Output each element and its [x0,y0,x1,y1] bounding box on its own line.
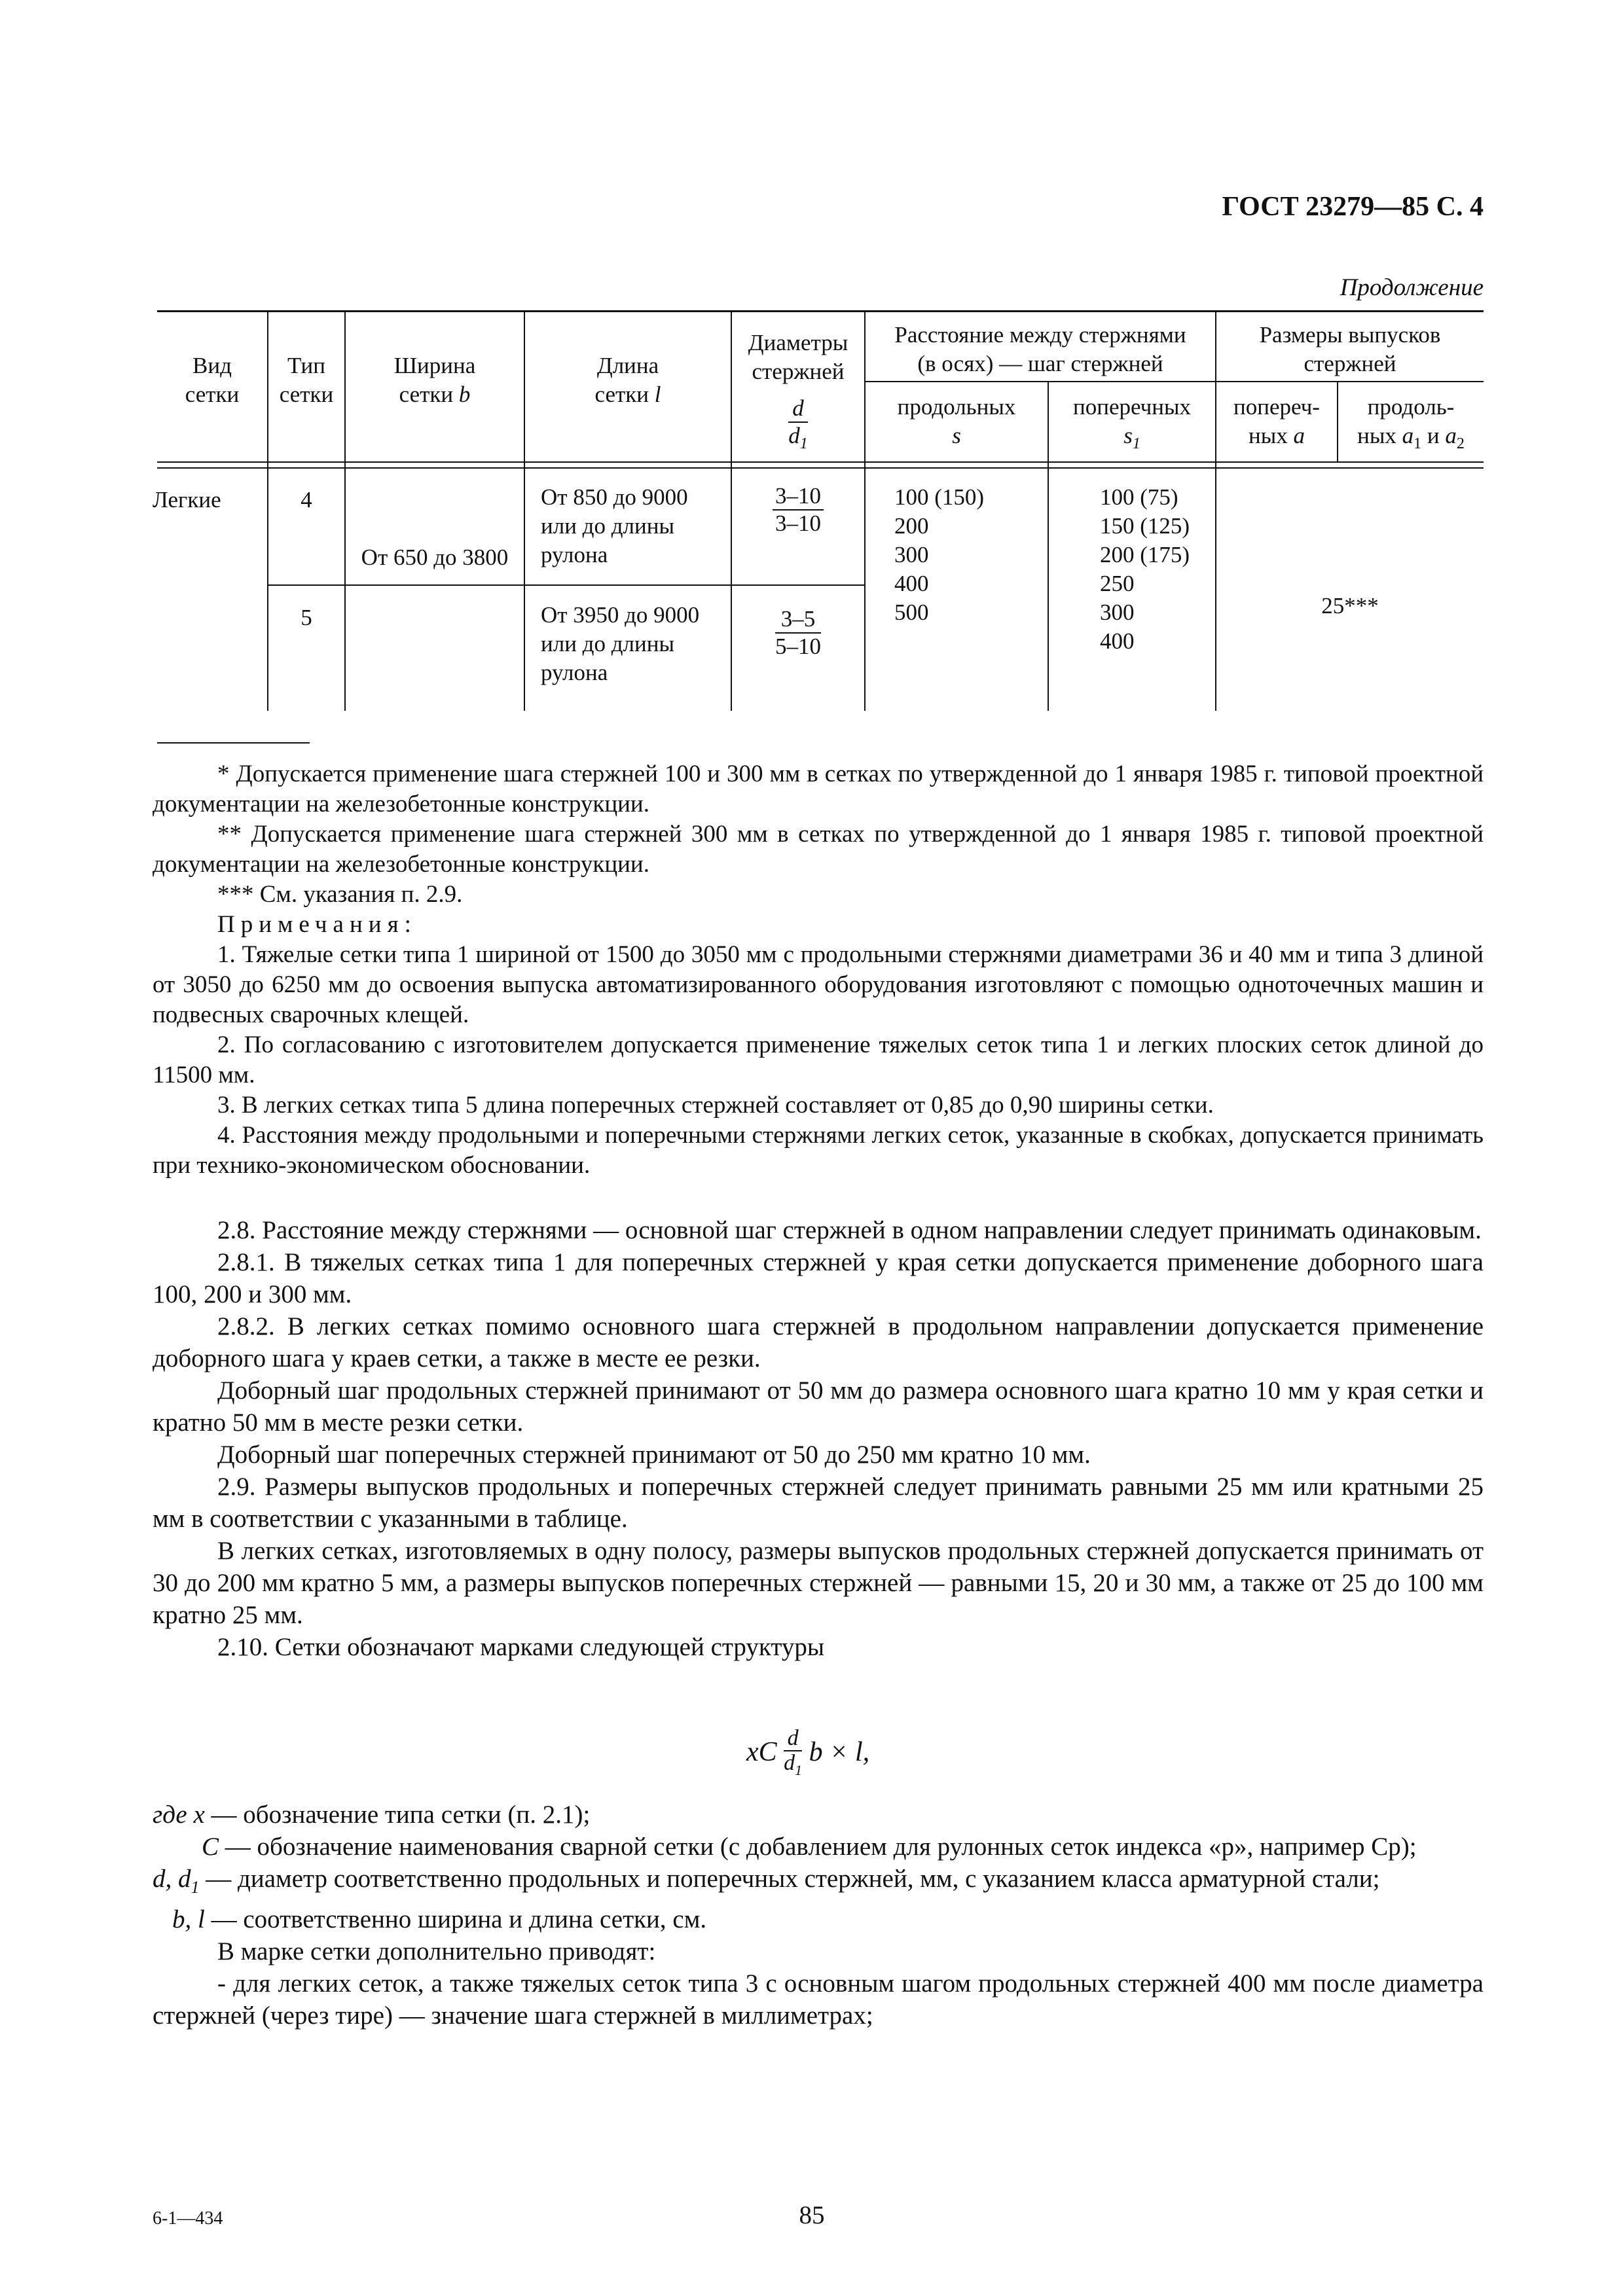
para-2-10: 2.10. Сетки обозначают марками следующей структуры [217,1633,825,1661]
row-prodolnyh: 100 (150) 200 300 400 500 [894,484,985,625]
row-diam-1: $\frac{3-10}{3-10}$ [732,483,864,538]
row-diam-2: $\frac{3-5}{5-10}$ [775,606,821,659]
note-4: 4. Расстояния между продольными и поперечными стержнями легких сеток, указанные в скобках, допускается принимать при технико-экономическом обосновании. [153,1122,1484,1179]
col-prodolnyh: продольных s [897,394,1016,448]
footnotes [153,759,1484,1181]
col-vid: Вид сетки [185,353,240,407]
col-diametry: Диаметры стержней $\frac{d}{d_1}$ [748,330,848,452]
row-vypusk: 25*** [1321,593,1379,619]
para-dobor-prod: Доборный шаг продольных стержней принимают от 50 мм до размера основного шага кратно 10 мм у края сетки и кратно 50 мм в месте резки сетки. [153,1376,1484,1437]
col-dlina: Длина сетки l [594,353,661,407]
row-tip-4: 4 [301,487,312,512]
def-bl: b, l — соответственно ширина и длина сетки, см. [172,1905,707,1933]
main-text [153,1214,1484,1663]
para-2-9: 2.9. Размеры выпусков продольных и поперечных стержней следует принимать равными 25 мм или кратными 25 мм в соответствии с указанными в таблице. [153,1473,1484,1533]
row-vid: Легкие [153,487,221,512]
footer-code: 6-1—434 [153,2208,223,2229]
para-dobor-poper: Доборный шаг поперечных стержней принимают от 50 до 250 мм кратно 10 мм. [217,1441,1091,1469]
para-legkie: В легких сетках, изготовляемых в одну полосу, размеры выпусков продольных стержней допускается принимать от 30 до 200 мм кратно 5 мм, а размеры выпусков поперечных стержней — равными 15, 20 и 30 мм, а также от 25 до 100 мм кратно 25 мм. [153,1537,1484,1629]
col-poperechnyh: поперечных $s_1$ [1072,394,1191,452]
row-dlina-1: От 850 до 9000 или до длины рулона [541,484,688,567]
para-2-8-2: 2.8.2. В легких сетках помимо основного шага стержней в продольном направлении допускается применение доборного шага у краев сетки, а также в месте ее резки. [153,1312,1484,1372]
col-shirina: Ширина сетки b [393,353,476,407]
col-razmery: Размеры выпусков стержней [1259,322,1441,376]
tail-2: - для легких сеток, а также тяжелых сеток типа 3 с основным шагом продольных стержней 400 мм после диаметра стержней (через тире) — значение шага стержней в миллиметрах; [153,1969,1484,2030]
definitions [153,1799,1484,2032]
col-rasstoyanie: Расстояние между стержнями (в осях) — шаг стержней [894,322,1186,376]
row-shirina: От 650 до 3800 [361,545,509,570]
footnote-rule [157,742,310,744]
row-poperechnyh: 100 (75) 150 (125) 200 (175) 250 300 400 [1100,484,1190,654]
note-2: 2. По согласованию с изготовителем допускается применение тяжелых сеток типа 1 и легких плоских сеток длиной до 11500 мм. [153,1031,1484,1088]
col-tip: Тип сетки [279,353,334,407]
col-prod-a: продоль- ных $a_1$ и $a_2$ [1357,394,1465,452]
footnote-1: * Допускается применение шага стержней 100 и 300 мм в сетках по утвержденной до 1 января 1985 г. типовой проектной документации на железобетонные конструкции. [153,761,1484,817]
def-x: где x — обозначение типа сетки (п. 2.1); [153,1801,591,1829]
notes-title: Примечания: [217,911,417,938]
continuation-label: Продолжение [1340,274,1484,301]
def-d: d, $d_1$ — диаметр соответственно продольных и поперечных стержней, мм, с указанием класса арматурной стали; [153,1865,1380,1897]
page-number: 85 [799,2201,825,2229]
note-3: 3. В легких сетках типа 5 длина поперечных стержней составляет от 0,85 до 0,90 ширины сетки. [217,1092,1214,1119]
doc-code: ГОСТ 23279—85 С. 4 [1222,192,1484,222]
col-poper-a: попереч- ных a [1233,394,1320,448]
footnote-2: ** Допускается применение шага стержней 300 мм в сетках по утвержденной до 1 января 1985 г. типовой проектной документации на железобетонные конструкции. [153,821,1484,878]
mark-formula: xC $\frac{d}{d_1}$ b × l, [746,1726,870,1778]
def-c: C — обозначение наименования сварной сетки (с добавлением для рулонных сеток индекса «р», например Ср); [202,1833,1417,1861]
row-tip-5: 5 [301,605,312,630]
footnote-3: *** См. указания п. 2.9. [217,881,463,908]
row-dlina-2: От 3950 до 9000 или до длины рулона [541,602,700,685]
para-2-8: 2.8. Расстояние между стержнями — основной шаг стержней в одном направлении следует принимать одинаковым. [217,1216,1482,1244]
note-1: 1. Тяжелые сетки типа 1 шириной от 1500 до 3050 мм с продольными стержнями диаметрами 36 и 40 мм и типа 3 длиной от 3050 до 6250 мм до освоения выпуска автоматизированного оборудования изготовляют с помощью одноточечных машин и подвесных сварочных клещей. [153,941,1484,1028]
tail-1: В марке сетки дополнительно приводят: [217,1937,656,1965]
para-2-8-1: 2.8.1. В тяжелых сетках типа 1 для поперечных стержней у края сетки допускается применение доборного шага 100, 200 и 300 мм. [153,1248,1484,1308]
